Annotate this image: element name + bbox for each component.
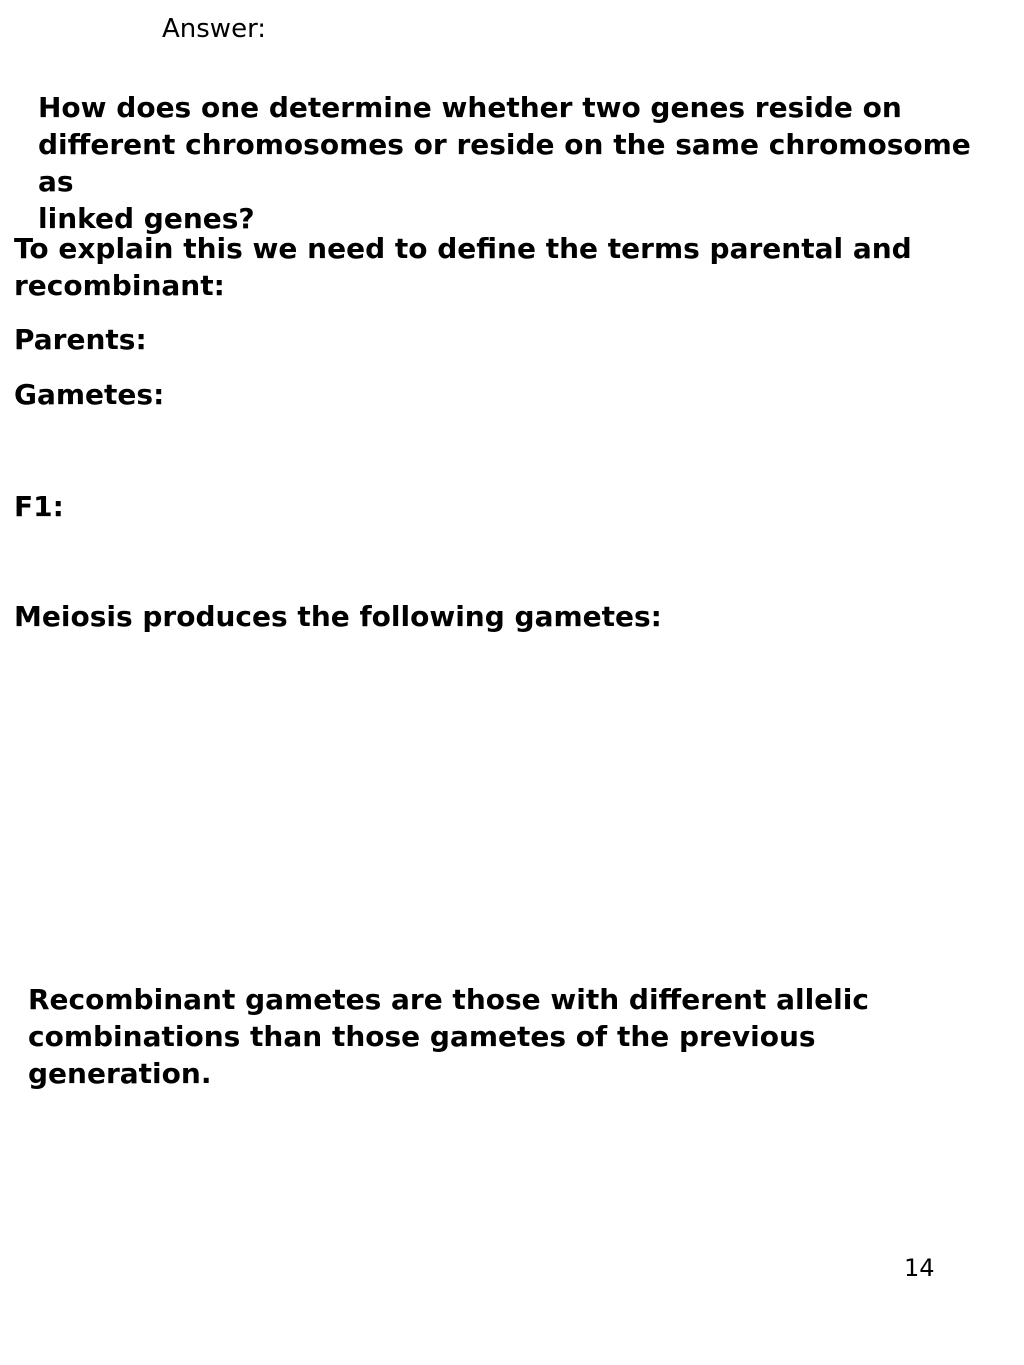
page-number: 14 <box>904 1254 935 1282</box>
explanation-text: To explain this we need to define the terms parental and recombinant: <box>14 232 912 302</box>
parents-label: Parents: <box>14 323 147 356</box>
gametes-label: Gametes: <box>14 378 165 411</box>
question-text: How does one determine whether two genes reside on different chromosomes or reside on the same chromosome as linked genes? <box>38 91 971 235</box>
recombinant-definition: Recombinant gametes are those with different allelic combinations than those gametes of the previous generation. <box>28 983 869 1090</box>
meiosis-label: Meiosis produces the following gametes: <box>14 600 662 633</box>
answer-label: Answer: <box>162 14 267 44</box>
f1-label: F1: <box>14 490 64 523</box>
